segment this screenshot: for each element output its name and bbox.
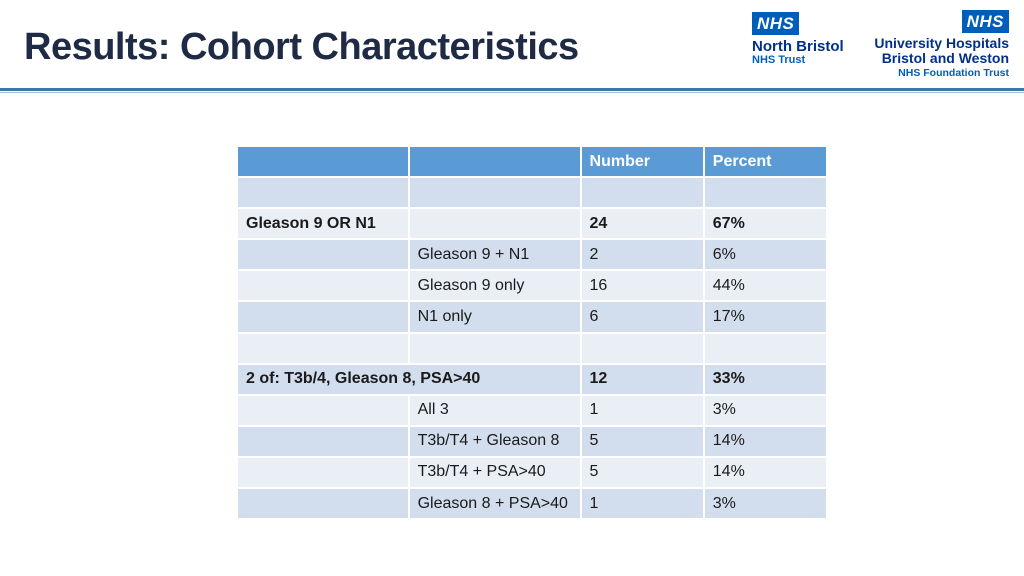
- slide-title: Results: Cohort Characteristics: [24, 26, 579, 68]
- subgroup-cell: T3b/T4 + Gleason 8: [409, 426, 581, 457]
- percent-cell: 3%: [704, 488, 827, 519]
- subgroup-cell: [409, 177, 581, 208]
- subgroup-cell: T3b/T4 + PSA>40: [409, 457, 581, 488]
- logo-org-type: NHS Trust: [752, 54, 806, 66]
- group-cell: Gleason 9 OR N1: [237, 208, 409, 239]
- header-cell: [237, 146, 409, 177]
- table-row: [237, 488, 827, 519]
- subgroup-cell: [409, 333, 581, 364]
- logo-org-name: North Bristol: [752, 38, 844, 55]
- title-divider-thin: [0, 92, 1024, 93]
- subgroup-cell: N1 only: [409, 301, 581, 332]
- table-row: [237, 364, 827, 395]
- number-cell: 24: [581, 208, 704, 239]
- table-row: [237, 239, 827, 270]
- nhs-logo-badge: NHS: [962, 10, 1009, 33]
- subgroup-cell: Gleason 9 + N1: [409, 239, 581, 270]
- number-cell: 16: [581, 270, 704, 301]
- group-cell: [237, 457, 409, 488]
- table-row: [237, 457, 827, 488]
- number-cell: 5: [581, 457, 704, 488]
- table-row: [237, 395, 827, 426]
- number-cell: 1: [581, 395, 704, 426]
- table-row: [237, 177, 827, 208]
- number-cell: 5: [581, 426, 704, 457]
- logo-org-type: NHS Foundation Trust: [898, 67, 1009, 79]
- number-cell: [581, 333, 704, 364]
- percent-cell: 33%: [704, 364, 827, 395]
- percent-cell: 14%: [704, 426, 827, 457]
- header-number: Number: [581, 146, 704, 177]
- header-cell: [409, 146, 581, 177]
- number-cell: 12: [581, 364, 704, 395]
- header-percent: Percent: [704, 146, 827, 177]
- subgroup-cell: [409, 208, 581, 239]
- percent-cell: 3%: [704, 395, 827, 426]
- table-row: [237, 270, 827, 301]
- number-cell: [581, 177, 704, 208]
- percent-cell: [704, 333, 827, 364]
- percent-cell: 17%: [704, 301, 827, 332]
- group-cell: 2 of: T3b/4, Gleason 8, PSA>40: [237, 364, 581, 395]
- uhbw-logo: [874, 10, 1009, 80]
- group-cell: [237, 333, 409, 364]
- group-cell: [237, 426, 409, 457]
- group-cell: [237, 270, 409, 301]
- nhs-logo-badge: NHS: [752, 12, 799, 35]
- logo-org-name-line2: Bristol and Weston: [881, 50, 1009, 66]
- percent-cell: 14%: [704, 457, 827, 488]
- table-header-row: [237, 146, 827, 177]
- group-cell: [237, 239, 409, 270]
- percent-cell: 67%: [704, 208, 827, 239]
- table-row: [237, 301, 827, 332]
- number-cell: 6: [581, 301, 704, 332]
- north-bristol-logo: [752, 12, 844, 67]
- logo-org-name-line1: University Hospitals: [874, 35, 1009, 51]
- table-row: [237, 426, 827, 457]
- group-cell: [237, 177, 409, 208]
- subgroup-cell: Gleason 8 + PSA>40: [409, 488, 581, 519]
- table-row: [237, 333, 827, 364]
- percent-cell: [704, 177, 827, 208]
- group-cell: [237, 488, 409, 519]
- number-cell: 2: [581, 239, 704, 270]
- table-row: [237, 208, 827, 239]
- subgroup-cell: All 3: [409, 395, 581, 426]
- group-cell: [237, 301, 409, 332]
- subgroup-cell: Gleason 9 only: [409, 270, 581, 301]
- title-divider: [0, 88, 1024, 91]
- percent-cell: 44%: [704, 270, 827, 301]
- number-cell: 1: [581, 488, 704, 519]
- cohort-table: [236, 145, 828, 520]
- group-cell: [237, 395, 409, 426]
- percent-cell: 6%: [704, 239, 827, 270]
